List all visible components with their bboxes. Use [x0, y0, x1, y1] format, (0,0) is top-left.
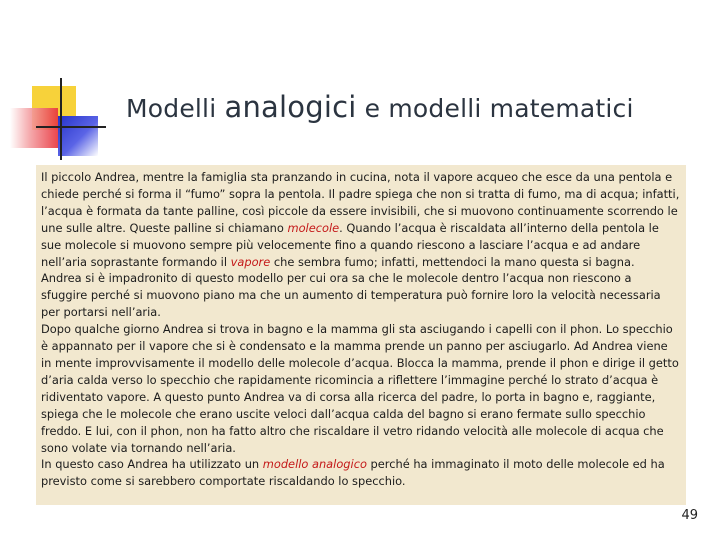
slide-title [126, 90, 696, 124]
p4-text-b: perché ha immaginato il moto delle molecole ed ha previsto come si sarebbero comportate riscaldando lo specchio. [41, 457, 665, 489]
p1-text-c: che sembra fumo; infatti, mettendoci la mano questa si bagna. [270, 254, 635, 269]
title-part-1: Modelli [126, 94, 225, 123]
paragraph-1 [41, 169, 680, 270]
highlight-vapore: vapore [230, 254, 271, 269]
page-number: 49 [681, 508, 698, 523]
paragraph-4 [41, 456, 680, 490]
highlight-modello-analogico: modello analogico [262, 457, 367, 472]
highlight-molecole: molecole [287, 220, 340, 235]
decor-red-square [10, 108, 58, 148]
decor-vertical-line [60, 78, 62, 160]
title-part-2: analogici [224, 90, 357, 124]
story-text-box [36, 165, 686, 505]
decor-horizontal-line [36, 126, 106, 128]
title-part-3: e modelli matematici [356, 94, 634, 123]
paragraph-3: Dopo qualche giorno Andrea si trova in bagno e la mamma gli sta asciugando i capelli con il phon. Lo specchio è appannato per il vapore che si è condensato e la mamma prende un panno per asciugarlo. Ad Andrea viene in mente improvvisamente il modello delle molecole d’acqua. Blocca la mamma, prende il phon e dirige il getto d’aria calda verso lo specchio che rapidamente ricomincia a riflettere l’immagine perché lo strato d’acqua è ridiventato vapore. A questo punto Andrea va di corsa alla ricerca del padre, lo porta in bagno e, raggiante, spiega che le molecole che erano uscite veloci dall’acqua calda del bagno si erano fermate sullo specchio freddo. E lui, con il phon, non ha fatto altro che riscaldare il vetro ridando velocità alle molecole di acqua che sono volate via tornando nell’aria. [41, 322, 679, 455]
p1-text-a: Il piccolo Andrea, mentre la famiglia sta pranzando in cucina, nota il vapore acqueo che esce da una pentola e chiede perché si forma il “fumo” sopra la pentola. Il padre spiega che non si tratta di fumo, ma di acqua; infatti, l’acqua è formata da tante palline, così piccole da essere invisibili, che si muovono continuamente scorrendo le une sulle altre. Queste palline si chiamano [41, 170, 680, 235]
decor-blue-square [58, 116, 98, 156]
paragraph-2: Andrea si è impadronito di questo modello per cui ora sa che le molecole dentro l’acqua non riescono a sfuggire perché si muovono piano ma che un aumento di temperatura può fornire loro la velocità necessaria per portarsi nell’aria. [41, 271, 661, 320]
p4-text-a: In questo caso Andrea ha utilizzato un [41, 457, 263, 472]
p1-text-b: . Quando l’acqua è riscaldata all’interno della pentola le sue molecole si muovono sempre più velocemente fino a quando riescono a lasciare l’acqua e ad andare nell’aria soprastante formando il [41, 220, 659, 269]
